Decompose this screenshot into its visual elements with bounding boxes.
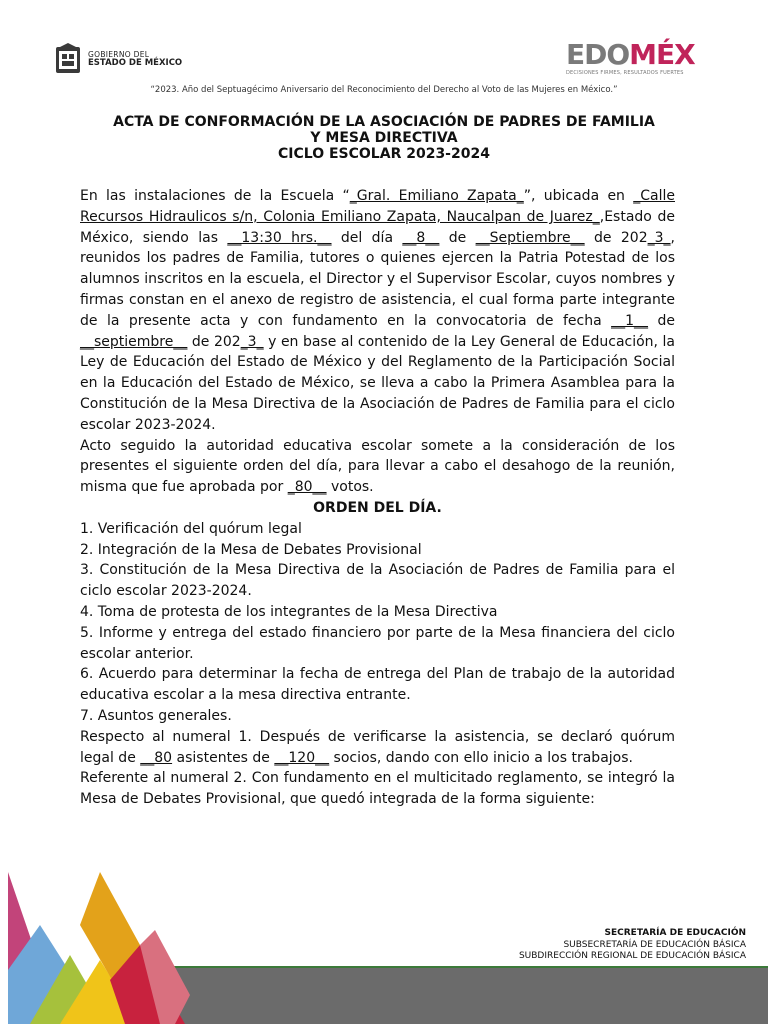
agenda-list <box>80 519 675 727</box>
title-line3: CICLO ESCOLAR 2023-2024 <box>278 146 490 162</box>
list-item: 7. Asuntos generales. <box>80 707 232 724</box>
state-seal-icon <box>54 43 82 75</box>
text: y en base al contenido de la Ley General de Educación, la Ley de Educación del Estado de México y del Reglamento de la Participación Social en la Educación del Estado de México, se lleva a cabo la Primera Asamblea para la Constitución de la Mesa Directiva de la Asociación de Padres de Familia para el ciclo escolar 2023-2024. <box>80 333 676 433</box>
paragraph-agenda-approval <box>80 436 675 498</box>
text: de <box>648 312 675 329</box>
school-name: _Gral. Emiliano Zapata_ <box>349 188 524 204</box>
text: asistentes de <box>172 749 275 766</box>
text: del día <box>331 229 403 246</box>
text: de <box>439 229 476 246</box>
text: En las instalaciones de la Escuela “ <box>80 188 350 204</box>
attendees-count: __80 <box>140 749 173 766</box>
approval-votes: _80__ <box>287 479 327 496</box>
meeting-day: __8__ <box>402 229 440 246</box>
list-item: 4. Toma de protesta de los integrantes de la Mesa Directiva <box>80 603 498 620</box>
text: ,Estado de México, siendo las <box>80 208 676 246</box>
text: , reunidos los padres de Familia, tutores o quienes ejercen la Patria Potestad de los alumnos inscritos en la escuela, el Director y el Supervisor Escolar, cuyos nombres y firmas constan en el anexo de registro de asistencia, el cual forma parte integrante de la presente acta y con fundamento en la convocatoria de fecha <box>80 229 675 329</box>
footer-line3: SUBDIRECCIÓN REGIONAL DE EDUCACIÓN BÁSICA <box>518 951 746 961</box>
meeting-year: _3_ <box>647 229 671 246</box>
text: socios, dando con ello inicio a los trabajos. <box>329 749 633 766</box>
edomex-word-b: MÉX <box>629 38 695 71</box>
text: ”, ubicada en <box>523 188 634 204</box>
text: Acto seguido la autoridad educativa escolar somete a la consideración de los presentes el siguiente orden del día, para llevar a cabo el desahogo de la reunión, misma que fue aprobada por <box>80 437 675 496</box>
text: de 202 <box>584 229 648 246</box>
members-count: __120__ <box>274 749 330 766</box>
meeting-time: __13:30 hrs.__ <box>227 229 332 246</box>
list-item: 5. Informe y entrega del estado financiero por parte de la Mesa financiera del ciclo escolar anterior. <box>80 624 675 662</box>
footer-bar <box>155 967 768 1024</box>
footer-text <box>519 928 746 963</box>
school-address: _Calle Recursos Hidraulicos s/n, Colonia Emiliano Zapata, Naucalpan de Juarez_ <box>80 188 675 225</box>
gobierno-line1: GOBIERNO DEL <box>88 50 150 59</box>
edomex-logo <box>566 40 726 80</box>
agenda-title: ORDEN DEL DÍA. <box>313 499 442 516</box>
gobierno-logo <box>54 42 184 76</box>
convocation-year: _3_ <box>240 333 264 350</box>
footer-line2: SUBSECRETARÍA DE EDUCACIÓN BÁSICA <box>563 939 746 950</box>
convocation-month: __septiembre__ <box>80 333 188 350</box>
document-title <box>60 114 708 162</box>
paragraph-quorum <box>80 727 675 769</box>
edomex-word-a: EDO <box>566 38 630 71</box>
text: votos. <box>326 479 374 496</box>
paragraph-debate-board: Referente al numeral 2. Con fundamento en el multicitado reglamento, se integró la Mesa de Debates Provisional, que quedó integrada de la forma siguiente: <box>80 770 675 808</box>
meeting-month: __Septiembre__ <box>475 229 585 246</box>
text: de 202 <box>187 333 241 350</box>
list-item: 1. Verificación del quórum legal <box>80 520 302 537</box>
document-body <box>80 186 675 810</box>
paragraph-intro <box>80 186 675 436</box>
year-motto: “2023. Año del Septuagécimo Aniversario del Reconocimiento del Derecho al Voto de las Mujeres en México.” <box>150 85 618 95</box>
edomex-slogan: DECISIONES FIRMES, RESULTADOS FUERTES <box>566 70 684 76</box>
page-header <box>0 0 768 110</box>
footer-line1: SECRETARÍA DE EDUCACIÓN <box>604 928 746 938</box>
title-line2: Y MESA DIRECTIVA <box>310 130 458 146</box>
gobierno-line2: ESTADO DE MÉXICO <box>88 58 183 68</box>
text: Respecto al numeral 1. Después de verificarse la asistencia, se declaró quórum legal de <box>80 728 675 766</box>
list-item: 3. Constitución de la Mesa Directiva de la Asociación de Padres de Familia para el ciclo escolar 2023-2024. <box>80 562 675 600</box>
list-item: 6. Acuerdo para determinar la fecha de entrega del Plan de trabajo de la autoridad educativa escolar a la mesa directiva entrante. <box>80 666 675 704</box>
title-line1: ACTA DE CONFORMACIÓN DE LA ASOCIACIÓN DE PADRES DE FAMILIA <box>113 114 655 130</box>
convocation-day: __1__ <box>611 312 649 329</box>
list-item: 2. Integración de la Mesa de Debates Provisional <box>80 541 422 558</box>
